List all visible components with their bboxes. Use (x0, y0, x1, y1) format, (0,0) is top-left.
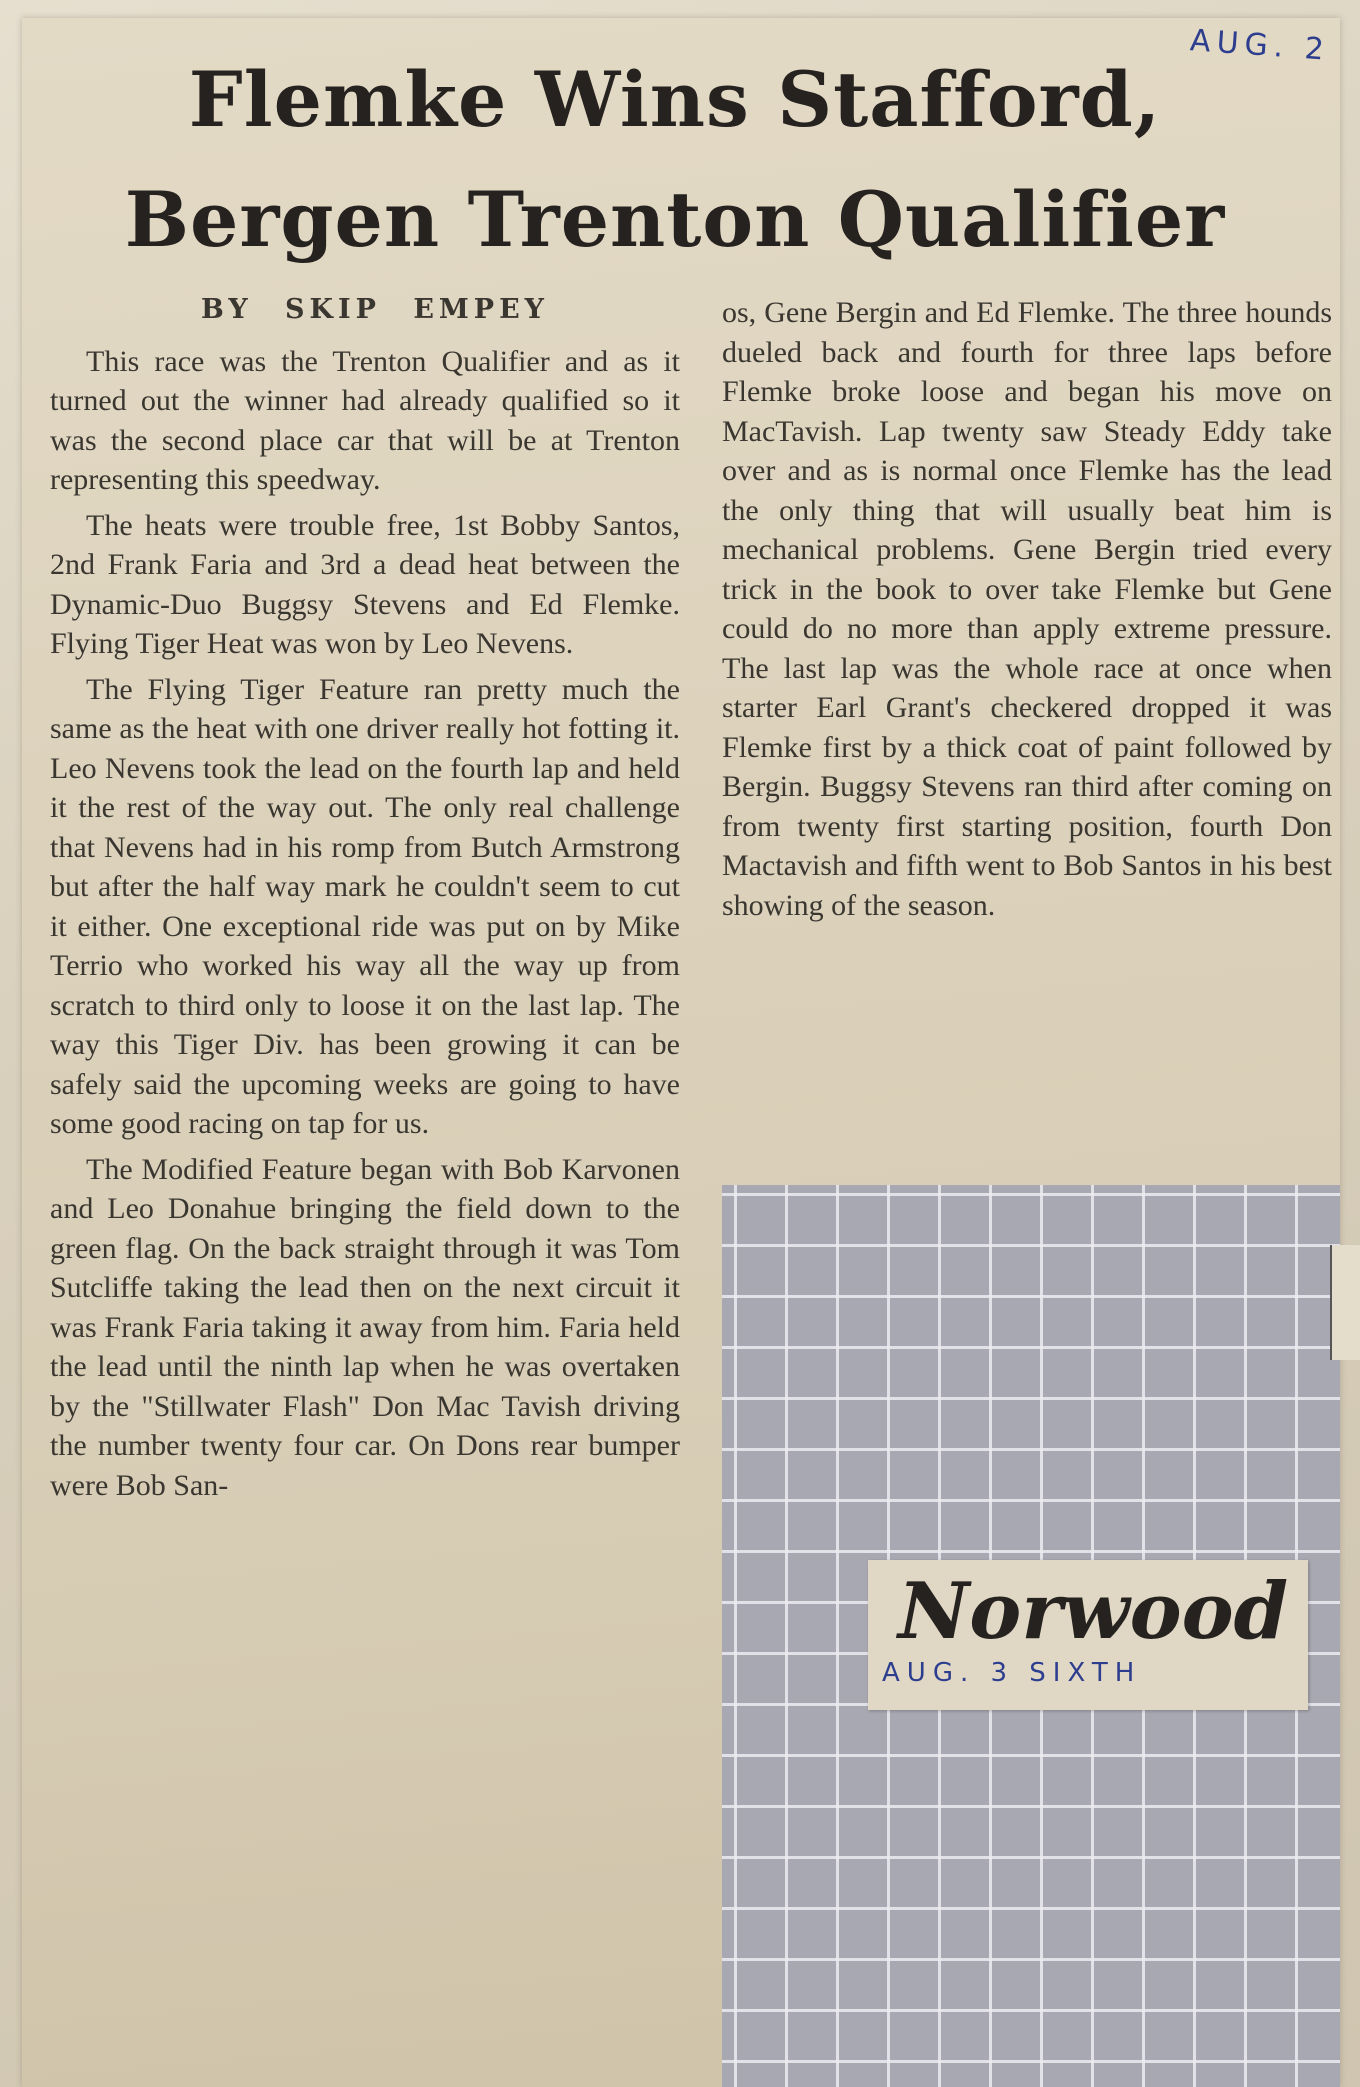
paragraph-intro: This race was the Trenton Qualifier and as it turned out the winner had already qualified so it was the second place car that will be at Trenton representing this speedway. (50, 344, 680, 496)
handwritten-note: AUG. 3 SIXTH (882, 1658, 1142, 1688)
byline: BY SKIP EMPEY (201, 294, 549, 325)
article-right-column (722, 293, 1332, 931)
headline-line-1: Flemke Wins Stafford, (188, 55, 1162, 144)
handwritten-date: AUG. 2 (1189, 23, 1332, 68)
paragraph-continued: os, Gene Bergin and Ed Flemke. The three hounds dueled back and fourth for three laps before Flemke broke loose and began his move on MacTavish. Lap twenty saw Steady Eddy take over and as is normal once Flemke has the lead the only thing that will usually beat him is mechanical problems. Gene Bergin tried every trick in the book to over take Flemke but Gene could do no more than apply extreme pressure. The last lap was the whole race at once when starter Earl Grant's checkered dropped it was Flemke first by a thick coat of paint followed by Bergin. Buggsy Stevens ran third after coming on from twenty first starting position, fourth Don Mactavish and fifth went to Bob Santos in his best showing of the season. (722, 296, 1332, 922)
headline-line-2: Bergen Trenton Qualifier (124, 175, 1226, 264)
norwood-label (868, 1560, 1308, 1710)
norwood-title: Norwood (898, 1566, 1289, 1657)
adjacent-clipping-edge (1330, 1245, 1360, 1360)
paragraph-heats: The heats were trouble free, 1st Bobby Santos, 2nd Frank Faria and 3rd a dead heat between the Dynamic-Duo Buggsy Stevens and Ed Flemke. Flying Tiger Heat was won by Leo Nevens. (50, 508, 680, 660)
article-left-column (50, 290, 680, 1511)
paragraph-modified-feature: The Modified Feature began with Bob Karvonen and Leo Donahue bringing the field down to the green flag. On the back straight through it was Tom Sutcliffe taking the lead then on the next circuit it was Frank Faria taking it away from him. Faria held the lead until the ninth lap when he was overtaken by the "Stillwater Flash" Don Mac Tavish driving the number twenty four car. On Dons rear bumper were Bob San- (50, 1152, 680, 1502)
headline (30, 40, 1320, 280)
paragraph-tiger-feature: The Flying Tiger Feature ran pretty much the same as the heat with one driver really hot fotting it. Leo Nevens took the lead on the fourth lap and held it the rest of the way out. The only real challenge that Nevens had in his romp from Butch Armstrong but after the half way mark he couldn't seem to cut it either. One exceptional ride was put on by Mike Terrio who worked his way all the way up from scratch to third only to loose it on the last lap. The way this Tiger Div. has been growing it can be safely said the upcoming weeks are going to have some good racing on tap for us. (50, 672, 680, 1140)
